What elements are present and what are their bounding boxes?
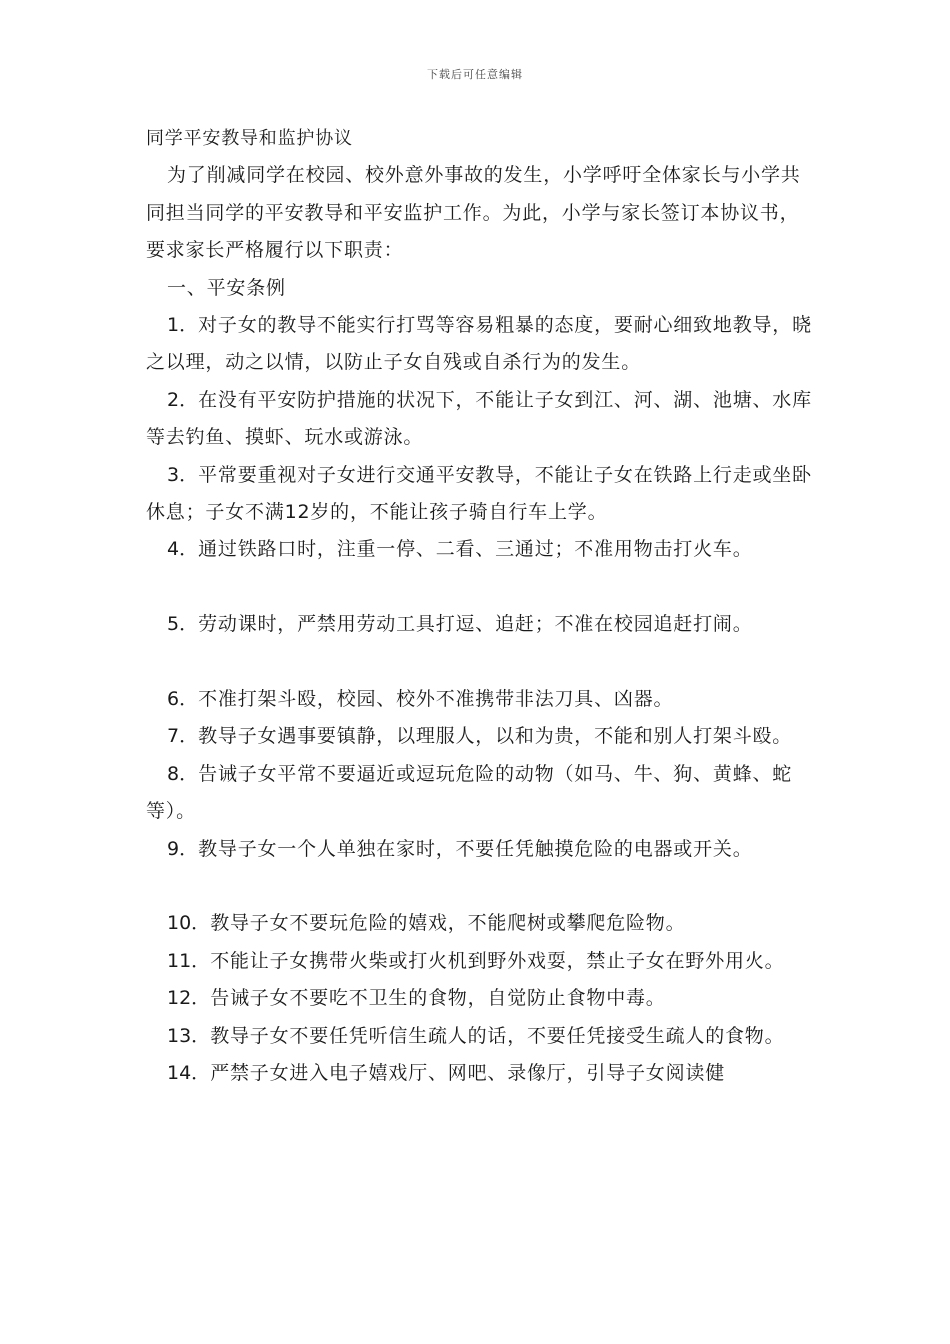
item-number: 8．: [167, 762, 199, 785]
blank-line: [146, 868, 818, 905]
list-item: [146, 980, 818, 1017]
item-text: 不准打架斗殴，校园、校外不准携带非法刀具、凶器。: [198, 688, 674, 711]
list-item: [146, 831, 818, 868]
list-item: [146, 943, 818, 980]
list-item: [146, 382, 818, 457]
item-text: 不能让子女携带火柴或打火机到野外戏耍，禁止子女在野外用火。: [210, 949, 785, 972]
item-text: 对子女的教导不能实行打骂等容易粗暴的态度，要耐心细致地教导，晓之以理，动之以情，以防止子女自残或自杀行为的发生。: [146, 314, 812, 374]
item-text: 告诫子女平常不要逼近或逗玩危险的动物（如马、牛、狗、黄蜂、蛇等）。: [146, 762, 793, 823]
section-heading: 一、平安条例: [167, 276, 286, 299]
list-item: [146, 531, 818, 568]
item-number: 14．: [167, 1062, 211, 1085]
item-text: 告诫子女不要吃不卫生的食物，自觉防止食物中毒。: [210, 987, 666, 1010]
item-text: 教导子女一个人单独在家时，不要任凭触摸危险的电器或开关。: [198, 837, 753, 860]
item-number: 4．: [167, 538, 199, 561]
item-number: 5．: [167, 613, 199, 636]
list-item: [146, 307, 818, 382]
blank-line: [146, 644, 818, 681]
page-header: 下载后可任意编辑: [427, 68, 523, 81]
list-item: [146, 606, 818, 643]
list-item: [146, 756, 818, 831]
item-text: 严禁子女进入电子嬉戏厅、网吧、录像厅，引导子女阅读健: [210, 1062, 725, 1085]
document-body: [146, 120, 818, 1093]
list-item: [146, 1055, 818, 1092]
list-item: [146, 681, 818, 718]
intro-paragraph: 为了削减同学在校园、校外意外事故的发生，小学呼吁全体家长与小学共同担当同学的平安教导和平安监护工作。为此，小学与家长签订本协议书，要求家长严格履行以下职责：: [146, 164, 801, 262]
item-text: 在没有平安防护措施的状况下，不能让子女到江、河、湖、池塘、水库等去钓鱼、摸虾、玩水或游泳。: [146, 388, 812, 449]
item-text: 劳动课时，严禁用劳动工具打逗、追赶；不准在校园追赶打闹。: [198, 613, 753, 636]
item-number: 2．: [167, 388, 199, 411]
item-number: 11．: [167, 949, 211, 972]
item-text: 教导子女不要任凭听信生疏人的话，不要任凭接受生疏人的食物。: [210, 1024, 785, 1047]
document-title: 同学平安教导和监护协议: [146, 128, 353, 149]
item-number: 9．: [167, 837, 199, 860]
list-item: [146, 905, 818, 942]
item-text: 通过铁路口时，注重一停、二看、三通过；不准用物击打火车。: [198, 538, 753, 561]
list-item: [146, 1018, 818, 1055]
blank-line: [146, 569, 818, 606]
list-item: [146, 718, 818, 755]
item-number: 10．: [167, 912, 211, 935]
item-text: 教导子女遇事要镇静，以理服人，以和为贵，不能和别人打架斗殴。: [198, 725, 793, 748]
item-number: 7．: [167, 725, 199, 748]
item-number: 3．: [167, 463, 199, 486]
item-text: 平常要重视对子女进行交通平安教导，不能让子女在铁路上行走或坐卧休息；子女不满12岁的，不能让孩子骑自行车上学。: [146, 463, 812, 524]
list-item: [146, 457, 818, 532]
item-text: 教导子女不要玩危险的嬉戏，不能爬树或攀爬危险物。: [210, 912, 686, 935]
item-number: 13．: [167, 1024, 211, 1047]
item-number: 6．: [167, 688, 199, 711]
item-number: 12．: [167, 987, 211, 1010]
item-number: 1．: [167, 314, 199, 337]
